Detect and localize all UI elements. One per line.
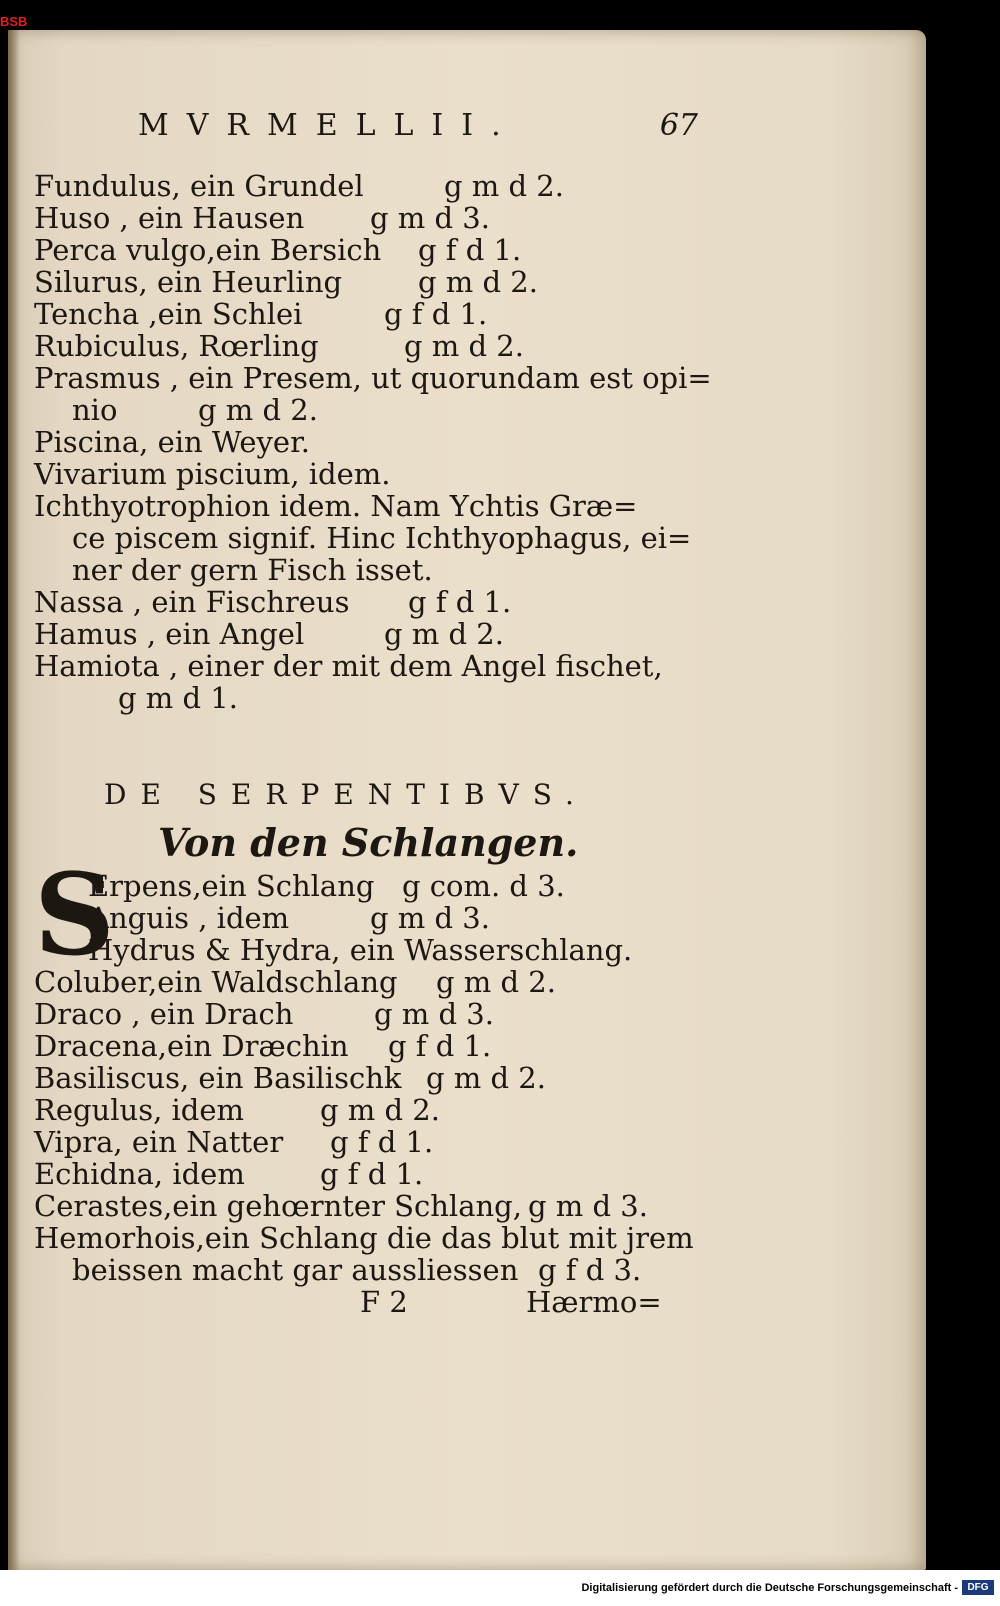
entry-prasmus-line-1: Prasmus , ein Presem, ut quorundam est opi= xyxy=(34,361,712,395)
entry-piscina: Piscina, ein Weyer. xyxy=(34,425,310,459)
entry-prasmus-grammar: g m d 2. xyxy=(198,393,318,427)
entry-silurus: Silurus, ein Heurling xyxy=(34,265,343,299)
entry-cerastes-grammar: g m d 3. xyxy=(528,1189,648,1223)
entry-hemorhois-line-1: Hemorhois,ein Schlang die das blut mit jrem xyxy=(34,1221,694,1255)
entry-ichthyotrophion-line-2: ce piscem signif. Hinc Ichthyophagus, ei= xyxy=(72,521,692,555)
entry-vivarium: Vivarium piscium, idem. xyxy=(34,457,391,491)
entry-rubiculus: Rubiculus, Rœrling xyxy=(34,329,319,363)
entry-hamiota-line-2: g m d 1. xyxy=(118,681,238,715)
drop-cap: S xyxy=(34,850,115,981)
entry-ichthyotrophion-line-1: Ichthyotrophion idem. Nam Ychtis Græ= xyxy=(34,489,638,523)
entry-vipra-grammar: g f d 1. xyxy=(330,1125,434,1159)
running-head: MVRMELLII. xyxy=(138,108,519,143)
entry-cerastes: Cerastes,ein gehœrnter Schlang, xyxy=(34,1189,522,1223)
entry-tencha-grammar: g f d 1. xyxy=(384,297,488,331)
page-number: 67 xyxy=(659,108,698,143)
entry-fundulus: Fundulus, ein Grundel xyxy=(34,169,364,203)
entry-coluber: Coluber,ein Waldschlang xyxy=(34,965,398,999)
page-header xyxy=(138,108,698,152)
book-page xyxy=(8,30,926,1570)
library-mark: BSB xyxy=(0,14,28,29)
entry-basiliscus-grammar: g m d 2. xyxy=(426,1061,546,1095)
entry-hydrus: Hydrus & Hydra, ein Wasserschlang. xyxy=(88,933,633,967)
entry-regulus: Regulus, idem xyxy=(34,1093,245,1127)
entry-perca-grammar: g f d 1. xyxy=(418,233,522,267)
entry-coluber-grammar: g m d 2. xyxy=(436,965,556,999)
entry-anguis-grammar: g m d 3. xyxy=(370,901,490,935)
entry-prasmus-line-2: nio xyxy=(72,393,118,427)
section-heading-latin: DE SERPENTIBVS. xyxy=(104,778,588,811)
entry-hamiota-line-1: Hamiota , einer der mit dem Angel fischet, xyxy=(34,649,663,683)
entry-serpens-grammar: g com. d 3. xyxy=(402,869,565,903)
entry-regulus-grammar: g m d 2. xyxy=(320,1093,440,1127)
entry-hamus: Hamus , ein Angel xyxy=(34,617,305,651)
entry-ichthyotrophion-line-3: ner der gern Fisch isset. xyxy=(72,553,433,587)
entry-vipra: Vipra, ein Natter xyxy=(34,1125,284,1159)
entry-hemorhois-grammar: g f d 3. xyxy=(538,1253,642,1287)
section-heading-german: Von den Schlangen. xyxy=(158,820,579,865)
entry-dracena: Dracena,ein Dræchin xyxy=(34,1029,349,1063)
entry-dracena-grammar: g f d 1. xyxy=(388,1029,492,1063)
entry-nassa: Nassa , ein Fischreus xyxy=(34,585,350,619)
entry-serpens: Erpens,ein Schlang xyxy=(88,869,375,903)
funding-notice: Digitalisierung gefördert durch die Deutsche Forschungsgemeinschaft - xyxy=(581,1582,958,1594)
entry-rubiculus-grammar: g m d 2. xyxy=(404,329,524,363)
catchword: Hærmo= xyxy=(526,1285,662,1319)
footer-bar xyxy=(0,1570,1000,1606)
entry-basiliscus: Basiliscus, ein Basilischk xyxy=(34,1061,402,1095)
entry-fundulus-grammar: g m d 2. xyxy=(444,169,564,203)
entry-tencha: Tencha ,ein Schlei xyxy=(34,297,303,331)
entry-perca: Perca vulgo,ein Bersich xyxy=(34,233,382,267)
entry-silurus-grammar: g m d 2. xyxy=(418,265,538,299)
entry-echidna-grammar: g f d 1. xyxy=(320,1157,424,1191)
entry-nassa-grammar: g f d 1. xyxy=(408,585,512,619)
entry-echidna: Echidna, idem xyxy=(34,1157,245,1191)
entry-draco: Draco , ein Drach xyxy=(34,997,294,1031)
entry-huso-grammar: g m d 3. xyxy=(370,201,490,235)
entry-huso: Huso , ein Hausen xyxy=(34,201,305,235)
signature-mark: F 2 xyxy=(360,1285,408,1319)
entry-hemorhois-line-2: beissen macht gar aussliessen xyxy=(72,1253,519,1287)
entry-draco-grammar: g m d 3. xyxy=(374,997,494,1031)
dfg-logo: DFG xyxy=(962,1580,994,1595)
entry-hamus-grammar: g m d 2. xyxy=(384,617,504,651)
entry-anguis: Anguis , idem xyxy=(88,901,290,935)
